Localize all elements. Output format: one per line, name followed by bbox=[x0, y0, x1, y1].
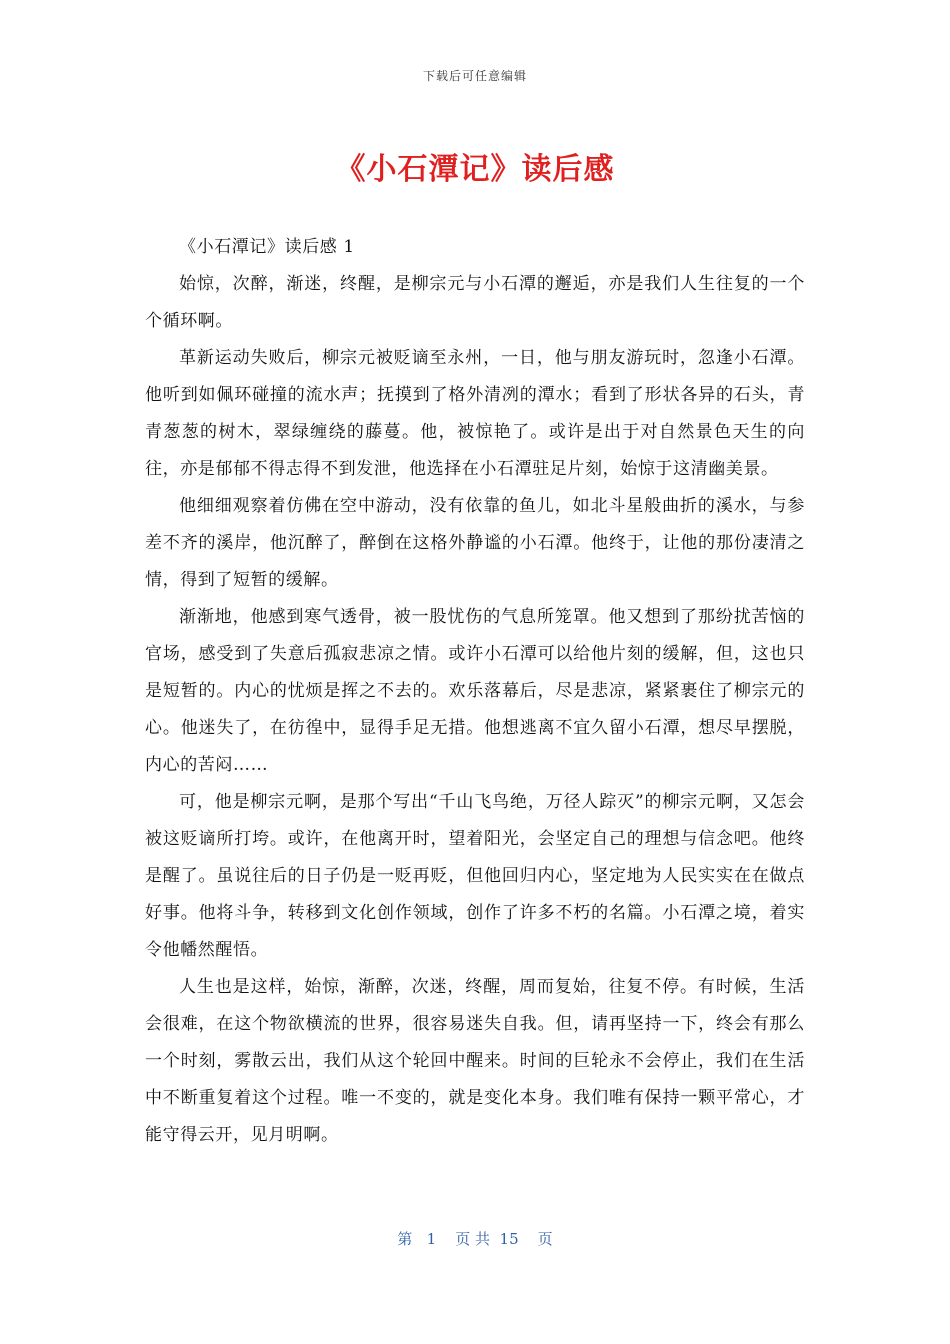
document-body bbox=[145, 229, 805, 1154]
paragraph: 他细细观察着仿佛在空中游动，没有依靠的鱼儿，如北斗星般曲折的溪水，与参差不齐的溪岸，他沉醉了，醉倒在这格外静谧的小石潭。他终于，让他的那份凄清之情，得到了短暂的缓解。 bbox=[145, 496, 805, 590]
paragraph: 可，他是柳宗元啊，是那个写出“千山飞鸟绝，万径人踪灭”的柳宗元啊，又怎会被这贬谪所打垮。或许，在他离开时，望着阳光，会坚定自己的理想与信念吧。他终是醒了。虽说往后的日子仍是一贬再贬，但他回归内心，坚定地为人民实实在在做点好事。他将斗争，转移到文化创作领域，创作了许多不朽的名篇。小石潭之境，着实令他幡然醒悟。 bbox=[145, 792, 805, 960]
paragraph: 始惊，次醉，渐迷，终醒，是柳宗元与小石潭的邂逅，亦是我们人生往复的一个个循环啊。 bbox=[145, 274, 805, 331]
section-heading: 《小石潭记》读后感 1 bbox=[179, 237, 355, 257]
page-number-footer: 第 1 页 共 15 页 bbox=[397, 1230, 553, 1248]
paragraph: 渐渐地，他感到寒气透骨，被一股忧伤的气息所笼罩。他又想到了那纷扰苦恼的官场，感受到了失意后孤寂悲凉之情。或许小石潭可以给他片刻的缓解，但，这也只是短暂的。内心的忧烦是挥之不去的。欢乐落幕后，尽是悲凉，紧紧裹住了柳宗元的心。他迷失了，在彷徨中，显得手足无措。他想逃离不宜久留小石潭，想尽早摆脱，内心的苦闷…… bbox=[145, 607, 805, 775]
paragraph: 人生也是这样，始惊，渐醉，次迷，终醒，周而复始，往复不停。有时候，生活会很难，在这个物欲横流的世界，很容易迷失自我。但，请再坚持一下，终会有那么一个时刻，雾散云出，我们从这个轮回中醒来。时间的巨轮永不会停止，我们在生活中不断重复着这个过程。唯一不变的，就是变化本身。我们唯有保持一颗平常心，才能守得云开，见月明啊。 bbox=[145, 977, 805, 1145]
header-note: 下载后可任意编辑 bbox=[422, 69, 527, 83]
paragraph: 革新运动失败后，柳宗元被贬谪至永州，一日，他与朋友游玩时，忽逢小石潭。他听到如佩环碰撞的流水声；抚摸到了格外清冽的潭水；看到了形状各异的石头，青青葱葱的树木，翠绿缠绕的藤蔓。他，被惊艳了。或许是出于对自然景色天生的向往，亦是郁郁不得志得不到发泄，他选择在小石潭驻足片刻，始惊于这清幽美景。 bbox=[145, 348, 805, 479]
document-title: 《小石潭记》读后感 bbox=[335, 152, 615, 187]
